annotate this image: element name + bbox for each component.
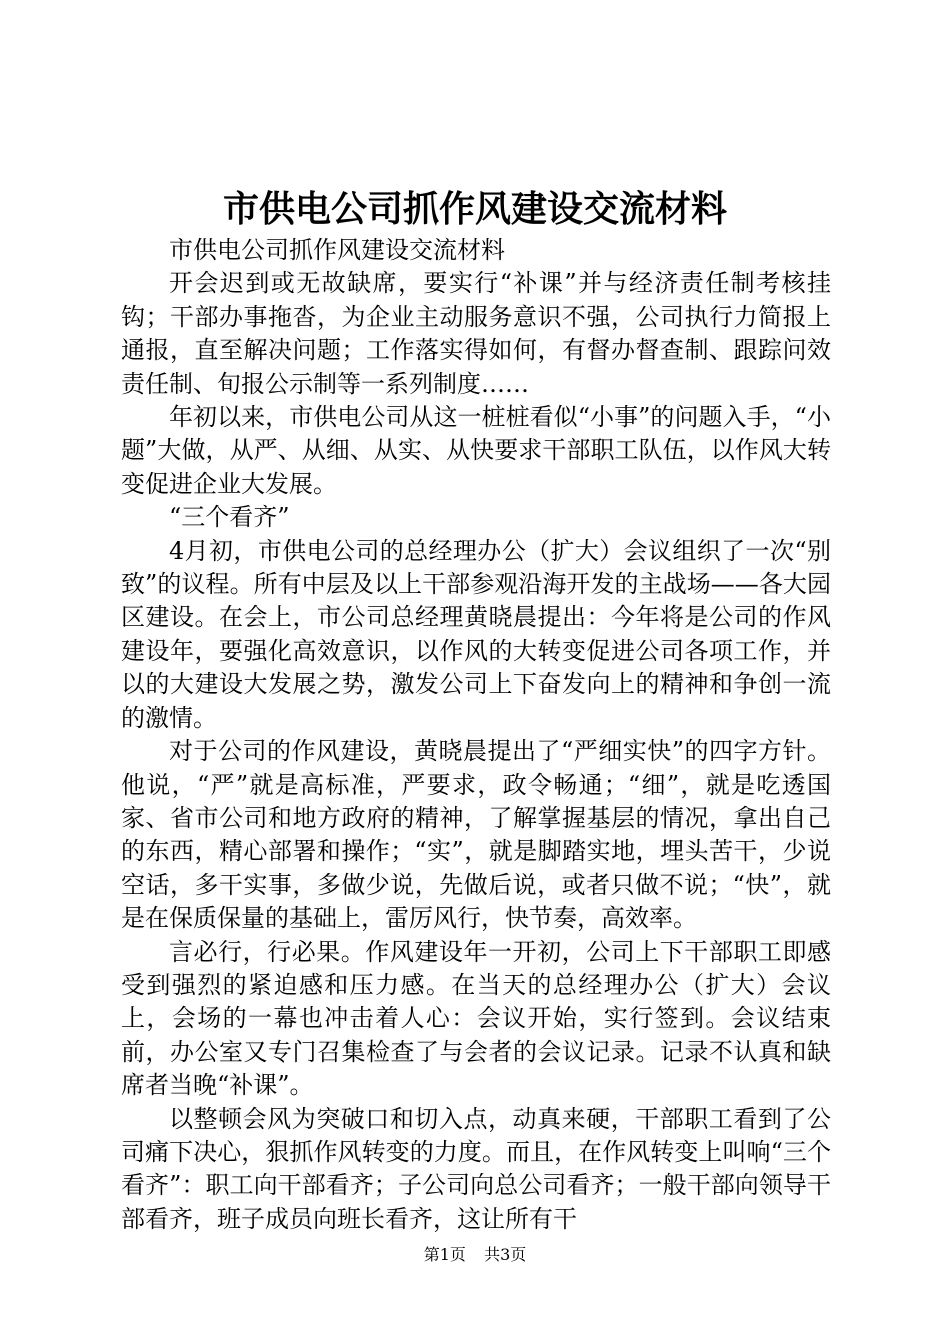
page-total: 共3页 — [484, 1245, 527, 1264]
paragraph: 言必行，行必果。作风建设年一开初，公司上下干部职工即感受到强烈的紧迫感和压力感。在当天的总经理办公（扩大）会议上，会场的一幕也冲击着人心：会议开始，实行签到。会议结束前，办公室又专门召集检查了与会者的会议记录。记录不认真和缺席者当晚“补课”。 — [121, 937, 831, 1100]
paragraph: 以整顿会风为突破口和切入点，动真来硬，干部职工看到了公司痛下决心，狠抓作风转变的力度。而且，在作风转变上叫响“三个看齐”：职工向干部看齐；子公司向总公司看齐；一般干部向领导干部看齐，班子成员向班长看齐，这让所有干 — [121, 1104, 831, 1233]
section-heading: “三个看齐” — [169, 503, 290, 532]
paragraph: 开会迟到或无故缺席，要实行“补课”并与经济责任制考核挂钩；干部办事拖沓，为企业主动服务意识不强，公司执行力简报上通报，直至解决问题；工作落实得如何，有督办督查制、跟踪问效责任制、旬报公示制等一系列制度…… — [121, 269, 831, 398]
paragraph: 4月初，市供电公司的总经理办公（扩大）会议组织了一次“别致”的议程。所有中层及以上干部参观沿海开发的主战场——各大园区建设。在会上，市公司总经理黄晓晨提出：今年将是公司的作风建设年，要强化高效意识，以作风的大转变促进公司各项工作，并以的大建设大发展之势，激发公司上下奋发向上的精神和争创一流的激情。 — [121, 536, 831, 732]
document-title: 市供电公司抓作风建设交流材料 — [222, 188, 727, 230]
paragraph: 年初以来，市供电公司从这一桩桩看似“小事”的问题入手，“小题”大做，从严、从细、从实、从快要求干部职工队伍，以作风大转变促进企业大发展。 — [121, 403, 831, 498]
page-footer — [0, 1244, 950, 1266]
paragraph: 市供电公司抓作风建设交流材料 — [169, 236, 505, 264]
document-body — [121, 234, 831, 1236]
page-number: 第1页 — [423, 1245, 466, 1264]
paragraph: 对于公司的作风建设，黄晓晨提出了“严细实快”的四字方针。他说，“严”就是高标准，严要求，政令畅通；“细”，就是吃透国家、省市公司和地方政府的精神，了解掌握基层的情况，拿出自己的东西，精心部署和操作；“实”，就是脚踏实地，埋头苦干，少说空话，多干实事，多做少说，先做后说，或者只做不说；“快”，就是在保质保量的基础上，雷厉风行，快节奏，高效率。 — [121, 737, 831, 933]
